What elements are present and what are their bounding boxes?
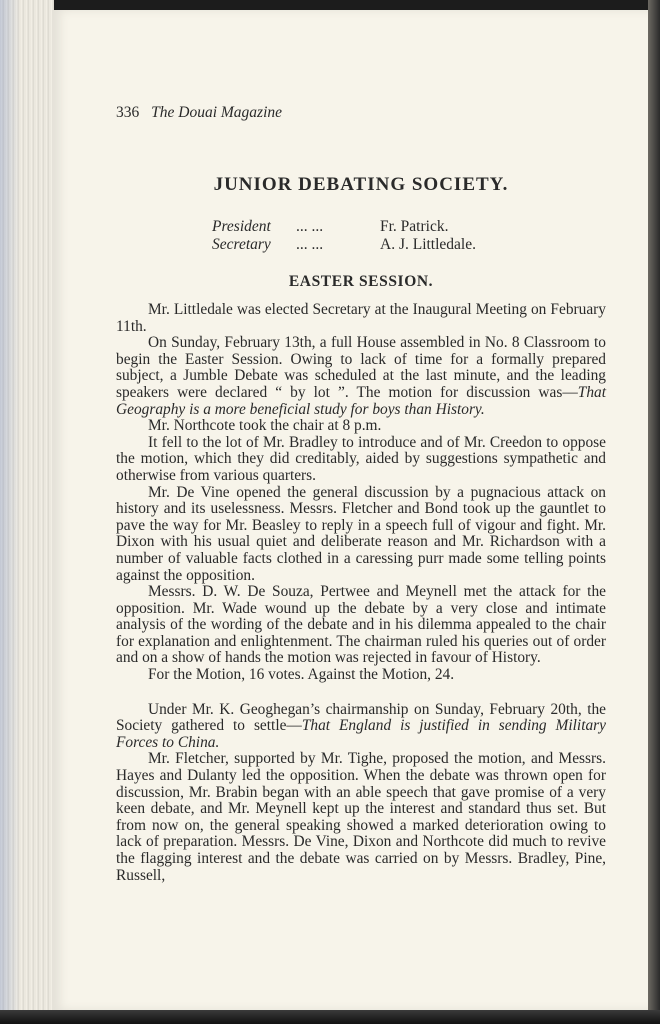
paragraph: Mr. Northcote took the chair at 8 p.m. xyxy=(148,417,382,435)
officer-secretary xyxy=(212,236,606,254)
page-content xyxy=(116,100,606,884)
paragraph-text: Under Mr. K. Geoghegan’s chairmanship on Sunday, February 20th, the Society gathered to settle— xyxy=(116,700,606,735)
magazine-title: The Douai Magazine xyxy=(151,104,283,121)
officer-role: Secretary xyxy=(212,236,271,253)
officer-president xyxy=(212,218,606,236)
session-heading: EASTER SESSION. xyxy=(288,273,434,290)
leader-dots: ... ... xyxy=(296,236,324,253)
page-number: 336 xyxy=(116,104,140,121)
book-bottom-edge xyxy=(0,1010,660,1024)
book-cover-edge xyxy=(648,0,660,1024)
officer-name: Fr. Patrick. xyxy=(380,218,449,235)
paragraph-text: On Sunday, February 13th, a full House assembled in No. 8 Classroom to begin the Easter Session. Owing to lack of time for a formally prepared subject, a Jumble Debate was scheduled at the last minute, and the leading speakers were declared “ by lot ”. The motion for discussion was— xyxy=(116,334,606,401)
paragraph: Mr. Littledale was elected Secretary at the Inaugural Meeting on February 11th. xyxy=(116,301,606,335)
article-body xyxy=(116,302,606,884)
vote-result: For the Motion, 16 votes. Against the Motion, 24. xyxy=(148,666,455,684)
officer-name: A. J. Littledale. xyxy=(380,236,476,253)
paragraph: Mr. Fletcher, supported by Mr. Tighe, proposed the motion, and Messrs. Hayes and Dulanty led the opposition. When the debate was thrown open for discussion, Mr. Brabin began with an able speech that gave promise of a very keen debate, and Mr. Meynell kept up the interest and standard thus set. But from now on, the general speaking showed a marked deterioration owing to lack of preparation. Messrs. De Vine, Dixon and Northcote did much to revive the flagging interest and the debate was carried on by Messrs. Bradley, Pine, Russell, xyxy=(116,750,606,884)
motion-text: That England is justified in sending Military Forces to China. xyxy=(116,717,606,751)
officers-list xyxy=(212,218,606,254)
paragraph: Mr. De Vine opened the general discussion by a pugnacious attack on history and its uselessness. Messrs. Fletcher and Bond took up the gauntlet to pave the way for Mr. Beasley to reply in a speech full of vigour and fight. Mr. Dixon with his usual quiet and deliberate reason and Mr. Richardson with a number of valuable facts clothed in a caressing purr made some telling points against the opposition. xyxy=(116,483,606,584)
leader-dots: ... ... xyxy=(296,218,324,235)
paragraph xyxy=(116,335,606,418)
article-title: JUNIOR DEBATING SOCIETY. xyxy=(213,174,509,195)
paragraph: Messrs. D. W. De Souza, Pertwee and Meynell met the attack for the opposition. Mr. Wade wound up the debate by a very close and intimate analysis of the wording of the debate and in his dilemma appealed to the chair for explanation and enlightenment. The chairman ruled his queries out of order and on a show of hands the motion was rejected in favour of History. xyxy=(116,583,606,667)
motion-text: That Geography is a more beneficial study for boys than History. xyxy=(116,383,606,418)
paragraph xyxy=(116,702,606,752)
running-head xyxy=(116,100,606,126)
paragraph: It fell to the lot of Mr. Bradley to introduce and of Mr. Creedon to oppose the motion, which they did creditably, aided by suggestions sympathetic and otherwise from various quarters. xyxy=(116,433,606,484)
officer-role: President xyxy=(212,218,271,235)
page-edge-shadow xyxy=(0,0,20,1024)
